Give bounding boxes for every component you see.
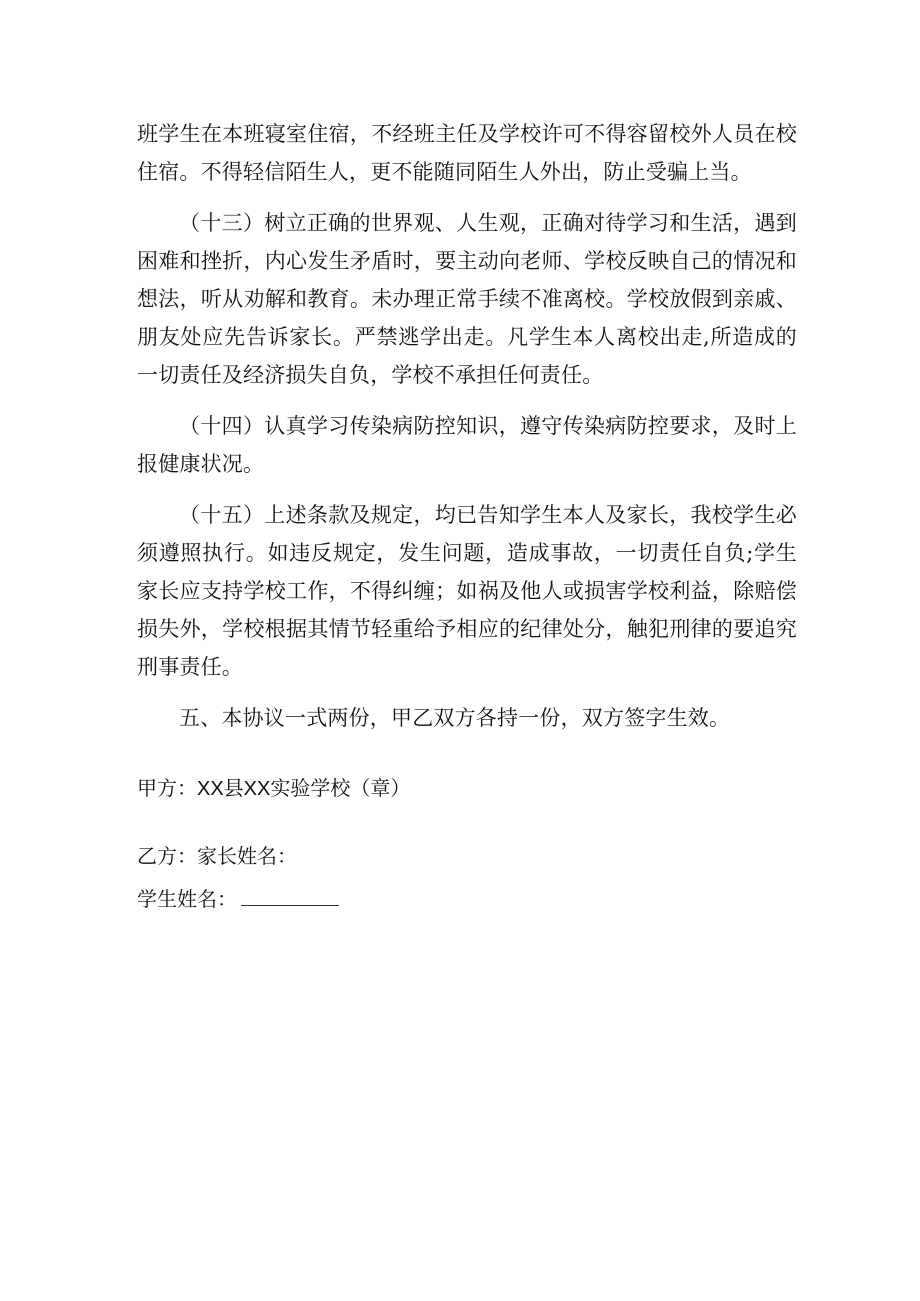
- party-b-line: [137, 841, 297, 871]
- agreement-body: [137, 115, 797, 737]
- paragraph-clause-15: （十五）上述条款及规定，均已告知学生本人及家长，我校学生必须遵照执行。如违反规定，发生问题，造成事故，一切责任自负;学生家长应支持学校工作，不得纠缠；如祸及他人或损害学校利益，除赔偿损失外，学校根据其情节轻重给予相应的纪律处分，触犯刑律的要追究刑事责任。: [137, 503, 797, 679]
- party-a-line: [137, 773, 410, 804]
- party-a-name: XX县XX实验学校（章）: [197, 778, 411, 800]
- student-name-line: [137, 884, 339, 914]
- student-name-blank[interactable]: [241, 889, 339, 906]
- paragraph-dormitory-rules: 班学生在本班寝室住宿，不经班主任及学校许可不得容留校外人员在校住宿。不得轻信陌生人，更不能随同陌生人外出，防止受骗上当。: [137, 122, 797, 184]
- paragraph-section-5: 五、本协议一式两份，甲乙双方各持一份，双方签字生效。: [179, 706, 731, 730]
- student-name-label: 学生姓名：: [137, 887, 237, 911]
- party-a-label: 甲方：: [137, 776, 197, 800]
- paragraph-clause-14: （十四）认真学习传染病防控知识，遵守传染病防控要求，及时上报健康状况。: [137, 414, 797, 476]
- party-b-label: 乙方：家长姓名：: [137, 844, 297, 868]
- paragraph-clause-13: （十三）树立正确的世界观、人生观，正确对待学习和生活，遇到困难和挫折，内心发生矛盾时，要主动向老师、学校反映自己的情况和想法，听从劝解和教育。未办理正常手续不准离校。学校放假到亲戚、朋友处应先告诉家长。严禁逃学出走。凡学生本人离校出走,所造成的一切责任及经济损失自负，学校不承担任何责任。: [137, 211, 797, 387]
